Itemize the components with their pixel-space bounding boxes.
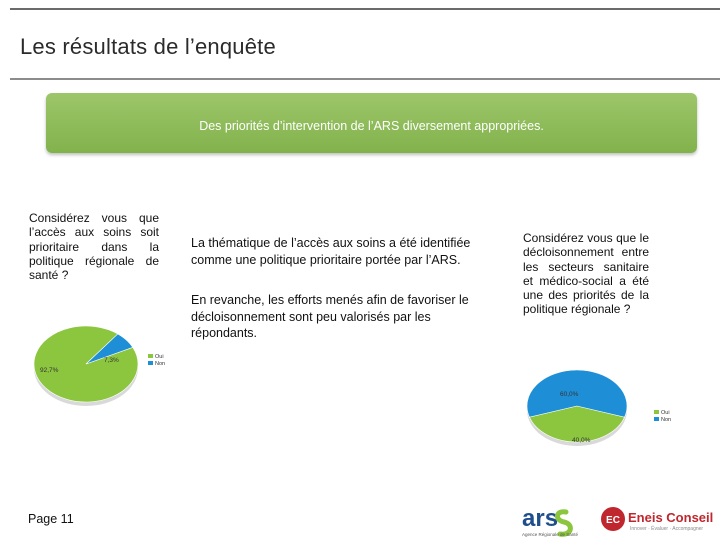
pie2-legend-label-oui: Oui bbox=[661, 410, 670, 416]
middle-text-block bbox=[191, 235, 481, 342]
eneis-logo-subtext: Innover · Évaluer · Accompagner bbox=[630, 526, 704, 532]
pie1-label-non: 7,3% bbox=[104, 357, 119, 364]
pie1-legend-label-non: Non bbox=[155, 361, 166, 367]
pie1-label-oui: 92,7% bbox=[40, 367, 59, 374]
eneis-logo-badge: EC bbox=[606, 515, 620, 526]
top-rule bbox=[10, 8, 720, 10]
pie-chart-access-care bbox=[28, 310, 188, 410]
middle-paragraph-1: La thématique de l’accès aux soins a été identifiée comme une politique prioritaire portée par l’ARS. bbox=[191, 236, 471, 267]
left-question: Considérez vous que l’accès aux soins soit prioritaire dans la politique régionale de santé ? bbox=[29, 211, 159, 283]
pie2-legend-swatch-non bbox=[654, 417, 659, 421]
right-question: Considérez vous que le décloisonnement entre les secteurs sanitaire et médico-social a été une des priorités de la politique régionale ? bbox=[523, 231, 649, 317]
eneis-logo-badge-icon bbox=[600, 506, 626, 532]
pie2-legend-label-non: Non bbox=[661, 417, 672, 423]
title-rule bbox=[10, 78, 720, 80]
headline-banner bbox=[46, 93, 697, 153]
middle-paragraph-2: En revanche, les efforts menés afin de favoriser le décloisonnement sont peu valorisés par les répondants. bbox=[191, 293, 469, 340]
pie2-label-non: 60,0% bbox=[560, 391, 579, 398]
ars-logo-text: ars bbox=[522, 505, 559, 532]
pie2-legend-swatch-oui bbox=[654, 410, 659, 414]
banner-text: Des priorités d’intervention de l’ARS diversement appropriées. bbox=[199, 119, 544, 133]
ars-logo-subtext: Agence Régionale de Santé bbox=[522, 532, 579, 537]
pie-chart-decompartmentalization bbox=[520, 360, 700, 460]
pie1-legend-swatch-oui bbox=[148, 354, 153, 358]
page-number: Page 11 bbox=[28, 512, 74, 526]
ars-logo bbox=[520, 504, 580, 540]
eneis-logo-text: Eneis Conseil bbox=[628, 510, 714, 525]
pie1-legend-label-oui: Oui bbox=[155, 354, 164, 360]
pie1-legend-swatch-non bbox=[148, 361, 153, 365]
page-title: Les résultats de l’enquête bbox=[20, 34, 276, 59]
pie2-label-oui: 40,0% bbox=[572, 437, 591, 444]
eneis-conseil-logo bbox=[600, 506, 718, 536]
